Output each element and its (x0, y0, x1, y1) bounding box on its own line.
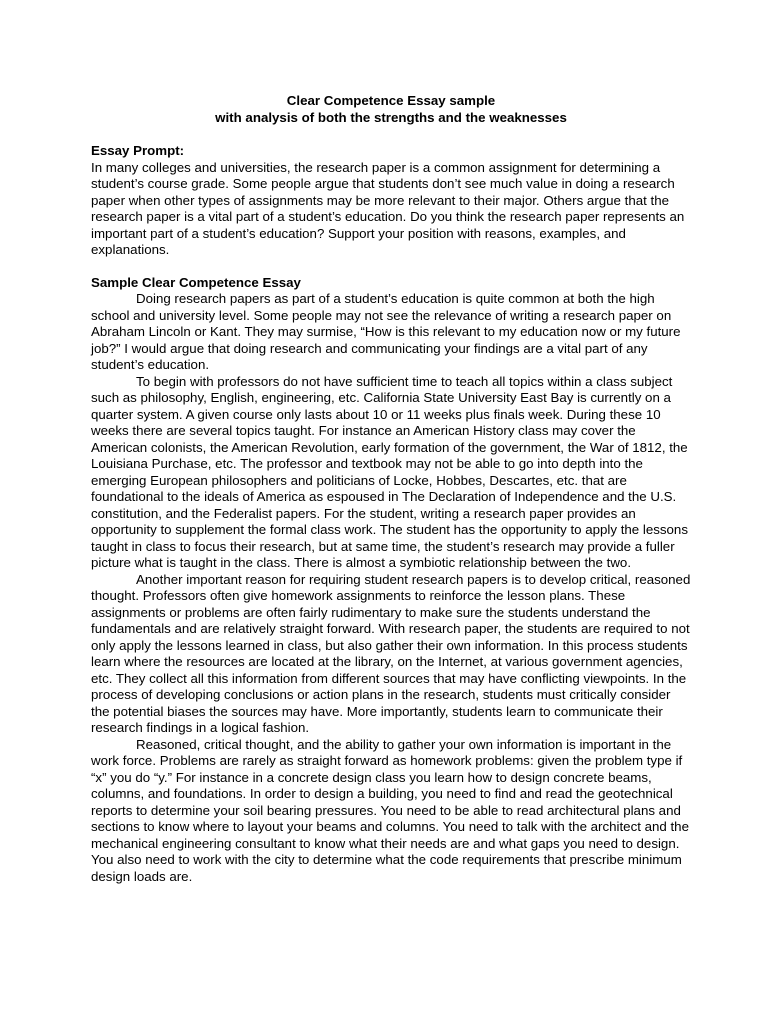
title-line-2: with analysis of both the strengths and the weaknesses (215, 109, 567, 125)
essay-heading: Sample Clear Competence Essay (91, 274, 301, 290)
essay-paragraph-4: Reasoned, critical thought, and the ability to gather your own information is important in the work force. Problems are rarely as straight forward as homework problems: given the problem type if “x” you do “y.” For instance in a concrete design class you learn how to design concrete beams, columns, and foundations. In order to design a building, you need to find and read the geotechnical reports to determine your soil bearing pressures. You need to be able to read architectural plans and sections to know where to layout your beams and columns. You need to talk with the architect and the mechanical engineering consultant to know what their needs are and what gaps you need to design. You also need to work with the city to determine what the code requirements that prescribe minimum design loads are. (91, 736, 689, 884)
essay-paragraph-3: Another important reason for requiring student research papers is to develop critical, reasoned thought. Professors often give homework assignments to reinforce the lesson plans. These assignments or problems are often fairly rudimentary to make sure the students understand the fundamentals and are relatively straight forward. With research paper, the students are required to not only apply the lessons learned in class, but also gather their own information. In this process students learn where the resources are located at the library, on the Internet, at various government agencies, etc. They collect all this information from different sources that may have conflicting viewpoints. In the process of developing conclusions or action plans in the research, students must critically consider the potential biases the sources may have. More importantly, students learn to communicate their research findings in a logical fashion. (91, 571, 691, 735)
essay-paragraph-1: Doing research papers as part of a student’s education is quite common at both the high school and university level. Some people may not see the relevance of writing a research paper on Abraham Lincoln or Kant. They may surmise, “How is this relevant to my education now or my future job?” I would argue that doing research and communicating your findings are a vital part of any student’s education. (91, 291, 681, 372)
document-title (91, 93, 691, 126)
document-body (91, 93, 691, 885)
prompt-heading: Essay Prompt: (91, 143, 185, 158)
prompt-text: In many colleges and universities, the research paper is a common assignment for determining a student’s course grade. Some people argue that students don’t see much value in doing a research paper when other types of assignments may be more relevant to their major. Others argue that the research paper is a vital part of a student’s education. Do you think the research paper represents an important part of a student’s education? Support your position with reasons, examples, and explanations. (91, 159, 685, 257)
title-line-1: Clear Competence Essay sample (286, 93, 496, 108)
essay-paragraph-2: To begin with professors do not have sufficient time to teach all topics within a class subject such as philosophy, English, engineering, etc. California State University East Bay is currently on a quarter system. A given course only lasts about 10 or 11 weeks plus finals week. During these 10 weeks there are several topics taught. For instance an American History class may cover the American colonists, the American Revolution, early formation of the government, the War of 1812, the Louisiana Purchase, etc. The professor and textbook may not be able to go into depth into the emerging European philosophers and politicians of Locke, Hobbes, Descartes, etc. that are foundational to the ideals of America as espoused in The Declaration of Independence and the U.S. constitution, and the Federalist papers. For the student, writing a research paper provides an opportunity to supplement the formal class work. The student has the opportunity to apply the lessons taught in class to focus their research, but at same time, the student’s research may provide a fuller picture what is taught in the class. There is almost a symbiotic relationship between the two. (91, 373, 688, 570)
